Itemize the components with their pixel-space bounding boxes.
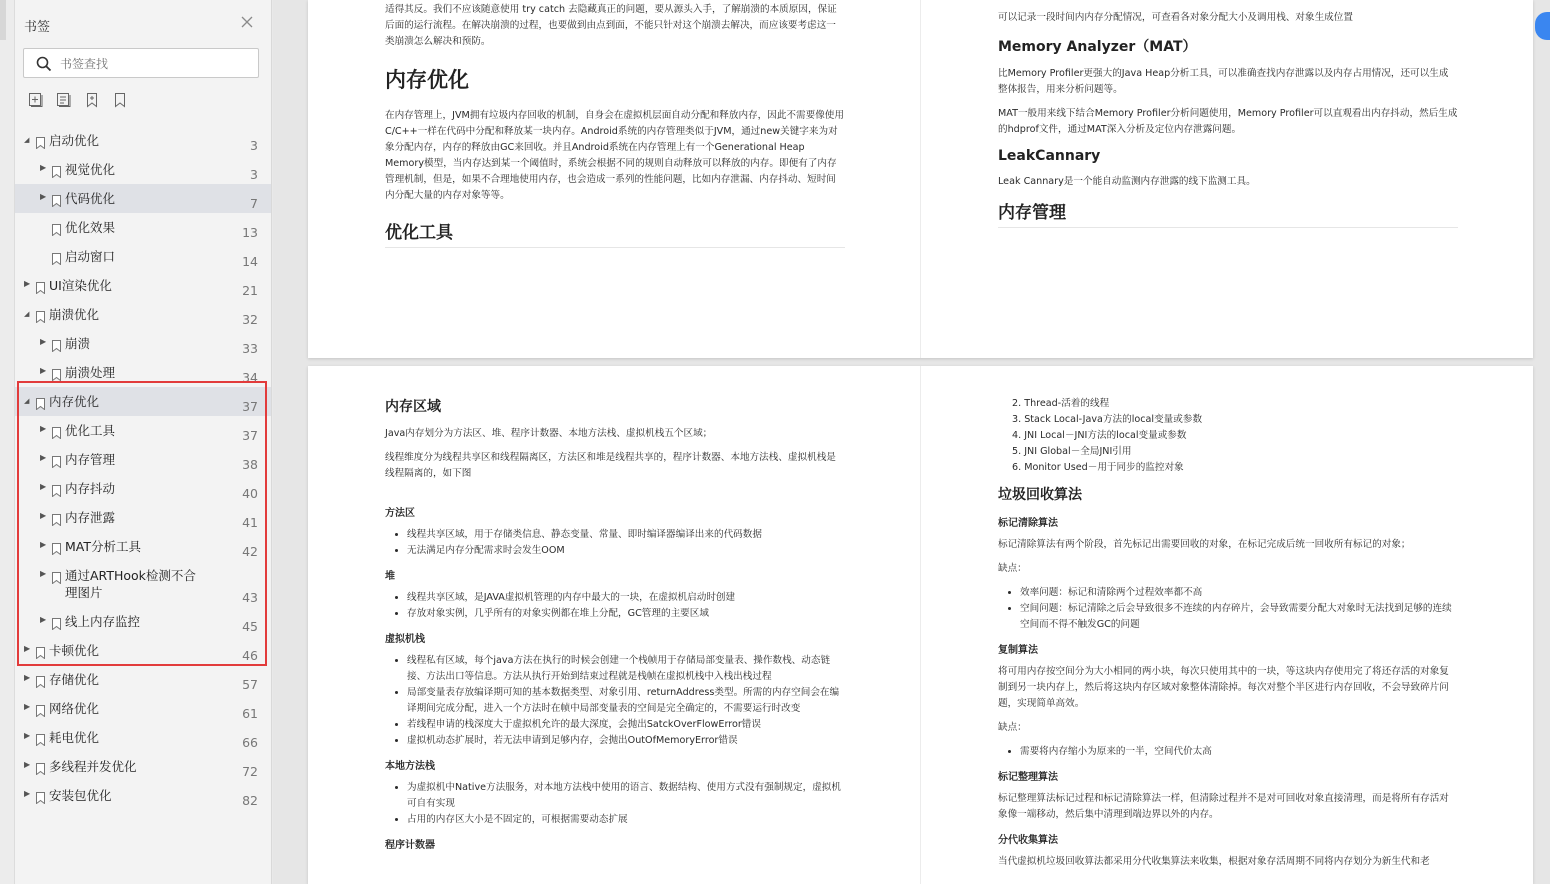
list-item: 5. JNI Global－全局JNI引用: [1012, 446, 1132, 457]
bookmark-icon: [36, 789, 45, 801]
list-item: • 需要将内存缩小为原来的一半，空间代价太高: [1020, 744, 1458, 760]
toc-item[interactable]: [15, 607, 271, 636]
bookmark-icon: [52, 192, 61, 204]
toc-item-label: 视觉优化: [65, 162, 116, 177]
document-canvas[interactable]: [273, 0, 1550, 884]
collapse-arrow-icon[interactable]: ▶: [24, 673, 31, 682]
bookmark-icon: [36, 673, 45, 685]
toc-item[interactable]: [15, 242, 271, 271]
subheading: 方法区: [385, 508, 415, 519]
toc-item[interactable]: [15, 155, 271, 184]
bookmark-icon: [36, 760, 45, 772]
collapse-arrow-icon[interactable]: ▶: [24, 279, 31, 288]
page-divider: [920, 0, 921, 358]
toc-item-label: 通过ARTHook检测不合 理图片: [65, 568, 196, 600]
toc-item[interactable]: [15, 694, 271, 723]
toc-item-page-number: 82: [242, 793, 258, 808]
bookmark-icon: [52, 569, 61, 581]
toc-item-page-number: 37: [242, 399, 258, 414]
toc-item-label: 启动窗口: [65, 249, 116, 264]
list-mark: [1020, 585, 1458, 633]
toc-item-page-number: 40: [242, 486, 258, 501]
collapse-arrow-icon[interactable]: ▶: [40, 453, 47, 462]
heading: 垃圾回收算法: [998, 487, 1082, 503]
bookmark-icon: [52, 366, 61, 378]
bookmark-flag-icon[interactable]: [84, 92, 100, 108]
paragraph: 缺点：: [998, 722, 1027, 733]
expand-arrow-icon[interactable]: ◢: [24, 397, 30, 405]
list-heap: [407, 590, 841, 622]
collapse-arrow-icon[interactable]: ▶: [40, 192, 47, 201]
bookmark-icon: [36, 134, 45, 146]
toc-item-page-number: 3: [250, 138, 258, 153]
subheading: 本地方法栈: [385, 761, 435, 772]
paragraph: 比Memory Profiler更强大的Java Heap分析工具，可以准确查找内存泄露以及内存占用情况，还可以生成整体报告，用来分析问题等。: [998, 68, 1449, 95]
heading: 优化工具: [385, 218, 845, 248]
list-vmstack: [407, 653, 841, 749]
toc-item-label: 网络优化: [49, 701, 100, 716]
paragraph: 线程维度分为线程共享区和线程隔离区，方法区和堆是线程共享的，程序计数器、本地方法栈、虚拟机栈是线程隔离的，如下图: [385, 452, 836, 479]
toc-item[interactable]: [15, 636, 271, 665]
list-item: 4. JNI Local－JNI方法的local变量或参数: [1012, 430, 1187, 441]
heading: LeakCannary: [998, 148, 1101, 164]
left-panel-strip: [0, 0, 15, 884]
collapse-arrow-icon[interactable]: ▶: [40, 424, 47, 433]
collapse-arrow-icon[interactable]: ▶: [40, 482, 47, 491]
list-item: • 线程共享区域，是JAVA虚拟机管理的内存中最大的一块，在虚拟机启动时创建: [407, 590, 841, 606]
toc-item-page-number: 43: [242, 590, 258, 605]
collapse-arrow-icon[interactable]: ▶: [24, 702, 31, 711]
list-item: • 空间问题：标记清除之后会导致很多不连续的内存碎片，会导致需要分配大对象时无法找到足够的连续空间而不得不触发GC的问题: [1020, 601, 1458, 633]
toc-item[interactable]: [15, 126, 271, 155]
collapse-arrow-icon[interactable]: ▶: [40, 366, 47, 375]
close-icon[interactable]: [239, 15, 255, 31]
list-item: • 线程私有区域，每个java方法在执行的时候会创建一个栈帧用于存储局部变量表、操作数栈、动态链接、方法出口等信息。方法从执行开始到结束过程就是栈帧在虚拟机栈中入栈出栈过程: [407, 653, 841, 685]
toc-item-page-number: 32: [242, 312, 258, 327]
bookmark-icon: [36, 702, 45, 714]
toc-item[interactable]: [15, 503, 271, 532]
toc-item-label: 优化工具: [65, 423, 116, 438]
toc-item[interactable]: [15, 271, 271, 300]
collapse-arrow-icon[interactable]: ▶: [40, 569, 47, 578]
page-divider: [920, 366, 921, 884]
toc-item-label: 卡顿优化: [49, 643, 100, 658]
toc-item-page-number: 46: [242, 648, 258, 663]
expand-arrow-icon[interactable]: ◢: [24, 310, 30, 318]
bookmark-icon: [52, 337, 61, 349]
toc-item[interactable]: [15, 723, 271, 752]
collapse-arrow-icon[interactable]: ▶: [24, 789, 31, 798]
toc-item[interactable]: [15, 184, 271, 213]
toc-item-label: 内存优化: [49, 394, 100, 409]
toc-item-page-number: 61: [242, 706, 258, 721]
toc-item-page-number: 57: [242, 677, 258, 692]
toc-item-label: 优化效果: [65, 220, 116, 235]
subheading: 堆: [385, 571, 395, 582]
bookmark-panel-tab[interactable]: [0, 0, 6, 40]
toc-item-label: UI渲染优化: [49, 278, 112, 293]
toc-item[interactable]: [15, 387, 271, 416]
paragraph: 将可用内存按空间分为大小相同的两小块，每次只使用其中的一块，等这块内存使用完了将还存活的对象复制到另一块内存上，然后将这块内存区域对象整体清除掉。每次对整个半区进行内存回收，不会导致碎片问题，实现简单高效。: [998, 666, 1449, 709]
collapse-arrow-icon[interactable]: ▶: [40, 540, 47, 549]
list-item: 2. Thread-活着的线程: [1012, 398, 1110, 409]
toc-item-label: 启动优化: [49, 133, 100, 148]
collapse-arrow-icon[interactable]: ▶: [24, 760, 31, 769]
bookmark-icon: [52, 250, 61, 262]
toc-item[interactable]: [15, 752, 271, 781]
bookmark-icon: [36, 308, 45, 320]
paragraph: 缺点：: [998, 563, 1027, 574]
toc-item-label: 多线程并发优化: [49, 759, 137, 774]
paragraph: 标记整理算法标记过程和标记清除算法一样，但清除过程并不是对可回收对象直接清理，而是将所有存活对象像一端移动，然后集中清理到端边界以外的内存。: [998, 793, 1449, 820]
subheading: 分代收集算法: [998, 835, 1058, 846]
list-item: • 为虚拟机中Native方法服务，对本地方法栈中使用的语言、数据结构、使用方式没有强制规定，虚拟机可自有实现: [407, 780, 841, 812]
bookmark-icon: [36, 644, 45, 656]
bookmark-sidebar: [15, 0, 272, 884]
toc-item-label: 崩溃: [65, 336, 91, 351]
search-icon: [36, 56, 52, 76]
bookmark-search-box[interactable]: [23, 48, 259, 78]
toc-item-label: 存储优化: [49, 672, 100, 687]
list-native: [407, 780, 841, 828]
toc-item-page-number: 41: [242, 515, 258, 530]
bookmark-icon: [52, 221, 61, 233]
bookmark-icon: [52, 163, 61, 175]
toc-item[interactable]: [15, 474, 271, 503]
subheading: 复制算法: [998, 645, 1038, 656]
toc-item-page-number: 21: [242, 283, 258, 298]
toc-item-label: 崩溃处理: [65, 365, 116, 380]
toc-item-page-number: 72: [242, 764, 258, 779]
bookmark-icon: [52, 453, 61, 465]
toc-item-label: 内存泄露: [65, 510, 116, 525]
paragraph: Leak Cannary是一个能自动监测内存泄露的线下监测工具。: [998, 176, 1256, 187]
bookmark-icon: [36, 279, 45, 291]
paragraph: 标记清除算法有两个阶段，首先标记出需要回收的对象，在标记完成后统一回收所有标记的对象；: [998, 539, 1411, 550]
bookmark-icon: [52, 615, 61, 627]
bookmark-search-input[interactable]: [60, 55, 250, 73]
bookmark-icon: [52, 482, 61, 494]
bookmark-icon: [52, 424, 61, 436]
toc-item[interactable]: [15, 781, 271, 810]
paragraph: 可以记录一段时间内内存分配情况，可查看各对象分配大小及调用栈、对象生成位置: [998, 12, 1353, 23]
toc-item[interactable]: [15, 358, 271, 387]
toc-item-page-number: 42: [242, 544, 258, 559]
heading: 内存优化: [385, 68, 469, 92]
subheading: 程序计数器: [385, 840, 435, 851]
toc-item-page-number: 14: [242, 254, 258, 269]
bookmark-icon: [52, 511, 61, 523]
expand-arrow-icon[interactable]: ◢: [24, 136, 30, 144]
collapse-arrow-icon[interactable]: ▶: [40, 337, 47, 346]
toc-item-label: MAT分析工具: [65, 539, 142, 554]
paragraph: MAT一般用来线下结合Memory Profiler分析问题使用，Memory Profiler可以直观看出内存抖动，然后生成的hdprof文件，通过MAT深入分析及定位内存泄露问题。: [998, 108, 1458, 135]
toc-item[interactable]: [15, 329, 271, 358]
toc-item-label: 内存抖动: [65, 481, 116, 496]
page-p1-content: [385, 2, 845, 256]
heading: 内存管理: [998, 198, 1458, 228]
root-list: [1012, 396, 1458, 476]
bookmark-icon: [36, 731, 45, 743]
list-item: • 无法满足内存分配需求时会发生OOM: [407, 543, 841, 559]
subheading: 标记整理算法: [998, 772, 1058, 783]
list-copy: [1020, 744, 1458, 760]
toc-item[interactable]: [15, 213, 271, 242]
toc-item-label: 代码优化: [65, 191, 116, 206]
toc-item[interactable]: [15, 300, 271, 329]
add-bookmark-icon[interactable]: [28, 92, 44, 108]
paragraph: Java内存划分为方法区、堆、程序计数器、本地方法栈、虚拟机栈五个区域；: [385, 428, 713, 439]
page-p2-content: [998, 10, 1458, 236]
toc-item-page-number: 37: [242, 428, 258, 443]
heading: Memory Analyzer（MAT）: [998, 39, 1197, 55]
add-sub-bookmark-icon[interactable]: [56, 92, 72, 108]
toc-item-label: 耗电优化: [49, 730, 100, 745]
toc-item[interactable]: [15, 416, 271, 445]
toc-item[interactable]: [15, 561, 271, 607]
toc-item-page-number: 34: [242, 370, 258, 385]
toc-item-page-number: 38: [242, 457, 258, 472]
toc-item-label: 安装包优化: [49, 788, 112, 803]
list-item: • 效率问题：标记和清除两个过程效率都不高: [1020, 585, 1458, 601]
bookmark-icon: [36, 395, 45, 407]
paragraph: 在内存管理上，JVM拥有垃圾内存回收的机制，自身会在虚拟机层面自动分配和释放内存，因此不需要像使用C/C++一样在代码中分配和释放某一块内存。Android系统的内存管理类似于JVM，通过new关键字来为对象分配内存，内存的释放由GC来回收。并且Android系统在内存管理上有一个Generational Heap Memory模型，当内存达到某一个阈值时，系统会根据不同的规则自动释放可以释放的内存。即便有了内存管理机制，但是，如果不合理地使用内存，也会造成一系列的性能问题，比如内存泄漏、内存抖动、短时间内分配大量的内存对象等等。: [385, 110, 844, 201]
paragraph: 适得其反。我们不应该随意使用 try catch 去隐藏真正的问题，要从源头入手，了解崩溃的本质原因，保证后面的运行流程。在解决崩溃的过程，也要做到由点到面，不能只针对这个崩溃去解决，而应该要考虑这一类崩溃怎么解决和预防。: [385, 4, 837, 47]
list-item: • 虚拟机动态扩展时，若无法申请到足够内存，会抛出OutOfMemoryError错误: [407, 733, 841, 749]
page-p3-content: [385, 396, 841, 859]
list-item: • 占用的内存区大小是不固定的，可根据需要动态扩展: [407, 812, 841, 828]
collapse-arrow-icon[interactable]: ▶: [40, 615, 47, 624]
toc-item-page-number: 13: [242, 225, 258, 240]
list-item: • 若线程申请的栈深度大于虚拟机允许的最大深度，会抛出SatckOverFlowError错误: [407, 717, 841, 733]
subheading: 标记清除算法: [998, 518, 1058, 529]
list-item: • 局部变量表存放编译期可知的基本数据类型、对象引用、returnAddress类型。所需的内存空间会在编译期间完成分配，进入一个方法时在帧中局部变量表的空间是完全确定的，不需要运行时改变: [407, 685, 841, 717]
list-item: 3. Stack Local-Java方法的local变量或参数: [1012, 414, 1203, 425]
collapse-arrow-icon[interactable]: ▶: [40, 511, 47, 520]
toc-item[interactable]: [15, 445, 271, 474]
toc-item-label: 内存管理: [65, 452, 116, 467]
toc-item[interactable]: [15, 665, 271, 694]
toc-item-page-number: 3: [250, 167, 258, 182]
list-method: [407, 527, 841, 559]
paragraph: 当代虚拟机垃圾回收算法都采用分代收集算法来收集，根据对象存活周期不同将内存划分为新生代和老: [998, 856, 1430, 867]
collapse-arrow-icon[interactable]: ▶: [24, 731, 31, 740]
toc-item-label: 线上内存监控: [65, 614, 141, 629]
toc-item-page-number: 33: [242, 341, 258, 356]
toc-item-label: 崩溃优化: [49, 307, 100, 322]
toc-item-page-number: 66: [242, 735, 258, 750]
bookmark-icon: [52, 540, 61, 552]
heading: 内存区域: [385, 399, 441, 415]
toc-item[interactable]: [15, 532, 271, 561]
sidebar-title: 书签: [24, 20, 51, 35]
list-item: 6. Monitor Used－用于同步的监控对象: [1012, 462, 1184, 473]
list-item: • 线程共享区域，用于存储类信息、静态变量、常量、即时编译器编译出来的代码数据: [407, 527, 841, 543]
collapse-arrow-icon[interactable]: ▶: [24, 644, 31, 653]
assistant-float-button[interactable]: [1535, 12, 1550, 40]
list-item: • 存放对象实例，几乎所有的对象实例都在堆上分配，GC管理的主要区域: [407, 606, 841, 622]
toc-item-page-number: 45: [242, 619, 258, 634]
bookmark-remove-icon[interactable]: [112, 92, 128, 108]
page-p4-content: [998, 396, 1458, 878]
subheading: 虚拟机栈: [385, 634, 425, 645]
toc-item-page-number: 7: [250, 196, 258, 211]
collapse-arrow-icon[interactable]: ▶: [40, 163, 47, 172]
